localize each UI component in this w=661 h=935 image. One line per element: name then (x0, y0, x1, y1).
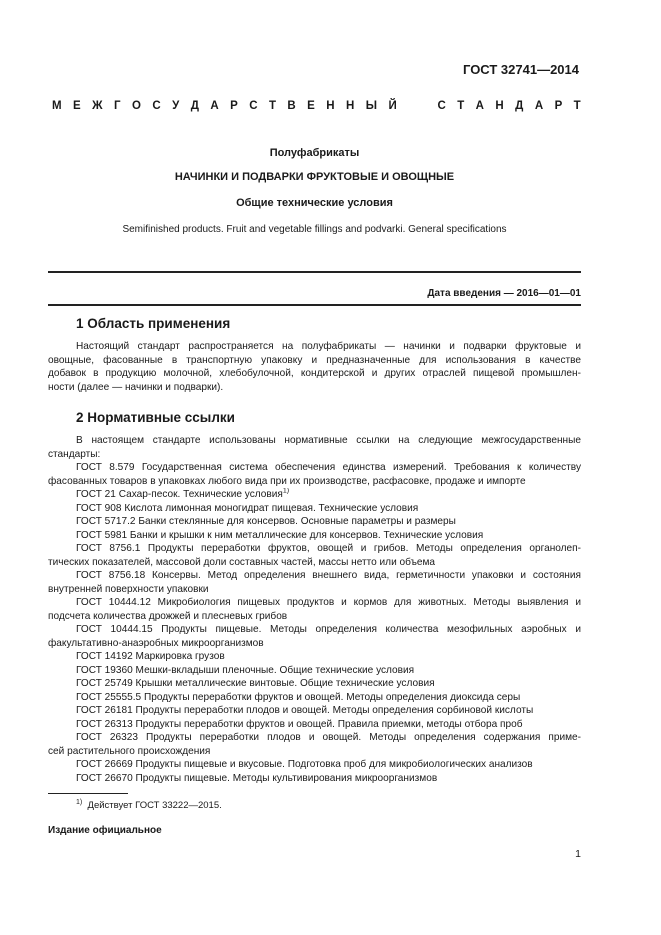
reference-line (48, 434, 581, 448)
document-code: ГОСТ 32741—2014 (463, 62, 579, 77)
text-line: добавок в продукцию молочной, хлебобулочной, кондитерской и других отраслей пищевой промышлен- (48, 368, 581, 379)
section-1-heading: 1 Область применения (76, 316, 231, 331)
intl-letter: Д (190, 100, 199, 112)
footnote (76, 800, 222, 811)
intl-letter: Й (388, 100, 397, 112)
footnote-divider (48, 793, 128, 794)
reference-text: внутренней поверхности упаковки (48, 583, 209, 595)
footnote-reference: 1) (282, 488, 290, 495)
footnote-mark: 1) (76, 798, 83, 806)
reference-line (48, 448, 581, 462)
section-1-body (48, 340, 581, 394)
reference-text: ГОСТ 25555.5 Продукты переработки фруктов и овощей. Методы определения диоксида серы (76, 691, 521, 703)
intl-letter: Т (457, 100, 465, 112)
section-2-body (48, 434, 581, 785)
intl-letter: Е (73, 100, 81, 112)
reference-line (48, 772, 581, 786)
intl-letter: А (534, 100, 544, 112)
title-line-2: НАЧИНКИ И ПОДВАРКИ ФРУКТОВЫЕ И ОВОЩНЫЕ (174, 171, 455, 183)
reference-text: ГОСТ 10444.12 Микробиология пищевых продуктов и кормов для животных. Методы выявления и (76, 597, 581, 608)
reference-line (48, 664, 581, 678)
intl-letter: А (475, 100, 484, 112)
reference-line (48, 731, 581, 745)
reference-line (48, 502, 581, 516)
reference-line (48, 596, 581, 610)
reference-line (48, 623, 581, 637)
reference-text: ГОСТ 26669 Продукты пищевые и вкусовые. Подготовка проб для микробиологических анализов (76, 759, 533, 770)
footnote-text: Действует ГОСТ 33222—2015. (87, 800, 222, 811)
page-number: 1 (575, 848, 581, 860)
intl-letter: Г (113, 100, 121, 112)
reference-text: тических показателей, массовой доли составных частей, массы нетто или объема (48, 556, 436, 568)
intl-letter: Р (230, 100, 238, 112)
reference-line (48, 529, 581, 543)
intl-letter: О (131, 100, 141, 112)
reference-line (48, 515, 581, 529)
reference-text: ГОСТ 5717.2 Банки стеклянные для консервов. Основные параметры и размеры (76, 516, 456, 527)
reference-line (48, 556, 581, 570)
reference-text: ГОСТ 5981 Банки и крышки к ним металлические для консервов. Технические условия (76, 529, 484, 541)
reference-text: факультативно-анаэробных микроорганизмов (48, 637, 264, 649)
reference-line (48, 704, 581, 718)
reference-text: стандарты: (48, 448, 101, 460)
reference-line (48, 461, 581, 475)
reference-line (48, 542, 581, 556)
reference-text: ГОСТ 19360 Мешки-вкладыши пленочные. Общие технические условия (76, 664, 415, 676)
intl-letter: Т (268, 100, 276, 112)
text-line: овощные, фасованные в транспортную упаковку и предназначенные для использования в качестве (48, 354, 581, 366)
intl-letter: С (152, 100, 161, 112)
reference-line (48, 691, 581, 705)
reference-text: ГОСТ 14192 Маркировка грузов (76, 651, 225, 662)
intl-letter: Н (495, 100, 504, 112)
reference-line (48, 610, 581, 624)
intl-letter: А (210, 100, 219, 112)
reference-line (48, 677, 581, 691)
reference-text: фасованных товаров в упаковках любого вида при их производстве, расфасовке, продаже и импорте (48, 475, 526, 487)
reference-line (48, 745, 581, 759)
intl-letter: Е (307, 100, 315, 112)
intl-letter: Н (346, 100, 355, 112)
reference-text: ГОСТ 10444.15 Продукты пищевые. Методы определения количества мезофильных аэробных и (76, 624, 581, 635)
title-english: Semifinished products. Fruit and vegetable fillings and podvarki. General specifications (122, 224, 507, 235)
divider-top (48, 271, 581, 273)
reference-text: ГОСТ 25749 Крышки металлические винтовые. Общие технические условия (76, 678, 435, 689)
intl-letter (423, 100, 426, 112)
interstate-standard-label (52, 100, 581, 112)
reference-text: ГОСТ 26181 Продукты переработки плодов и овощей. Методы определения сорбиновой кислоты (76, 705, 534, 716)
reference-text: ГОСТ 26313 Продукты переработки фруктов и овощей. Правила приемки, методы отбора проб (76, 718, 523, 730)
reference-text: ГОСТ 8.579 Государственная система обеспечения единства измерений. Требования к количеству (76, 462, 581, 473)
reference-text: сей растительного происхождения (48, 745, 211, 757)
intl-letter (408, 100, 411, 112)
reference-line (48, 758, 581, 772)
reference-text: ГОСТ 26670 Продукты пищевые. Методы культивирования микроорганизмов (76, 772, 438, 784)
section-2-heading: 2 Нормативные ссылки (76, 410, 235, 425)
reference-text: подсчета количества дрожжей и плесневых грибов (48, 610, 288, 622)
intl-letter: С (437, 100, 446, 112)
intl-letter: У (172, 100, 180, 112)
reference-line (48, 569, 581, 583)
reference-line (48, 650, 581, 664)
edition-label: Издание официальное (48, 825, 162, 836)
intl-letter: Т (573, 100, 581, 112)
reference-text: ГОСТ 8756.1 Продукты переработки фруктов, овощей и грибов. Методы определения органолеп- (76, 543, 581, 554)
reference-line (48, 637, 581, 651)
intl-letter: Д (515, 100, 524, 112)
intl-letter: М (52, 100, 62, 112)
title-line-3: Общие технические условия (236, 197, 393, 209)
reference-text: ГОСТ 8756.18 Консервы. Метод определения внешнего вида, герметичности упаковки и состояния (76, 570, 581, 581)
reference-line (48, 488, 581, 502)
reference-text: В настоящем стандарте использованы нормативные ссылки на следующие межгосударственные (76, 435, 581, 446)
intl-letter: В (287, 100, 296, 112)
reference-line (48, 718, 581, 732)
reference-line (48, 583, 581, 597)
intl-letter: Н (326, 100, 335, 112)
intl-letter: С (249, 100, 258, 112)
reference-line (48, 475, 581, 489)
intl-letter: Ж (92, 100, 103, 112)
text-line: Настоящий стандарт распространяется на полуфабрикаты — начинки и подварки фруктовые и (76, 341, 581, 352)
divider-bottom (48, 304, 581, 306)
intl-letter: Р (554, 100, 563, 112)
title-line-1: Полуфабрикаты (269, 147, 360, 159)
reference-text: ГОСТ 908 Кислота лимонная моногидрат пищевая. Технические условия (76, 502, 419, 514)
introduction-date: Дата введения — 2016—01—01 (427, 288, 581, 299)
reference-text: ГОСТ 21 Сахар-песок. Технические условия (76, 489, 283, 500)
intl-letter: Ы (365, 100, 378, 112)
text-line: ности (далее — начинки и подварки). (48, 381, 224, 393)
reference-text: ГОСТ 26323 Продукты переработки плодов и овощей. Методы определения содержания приме- (76, 732, 581, 743)
